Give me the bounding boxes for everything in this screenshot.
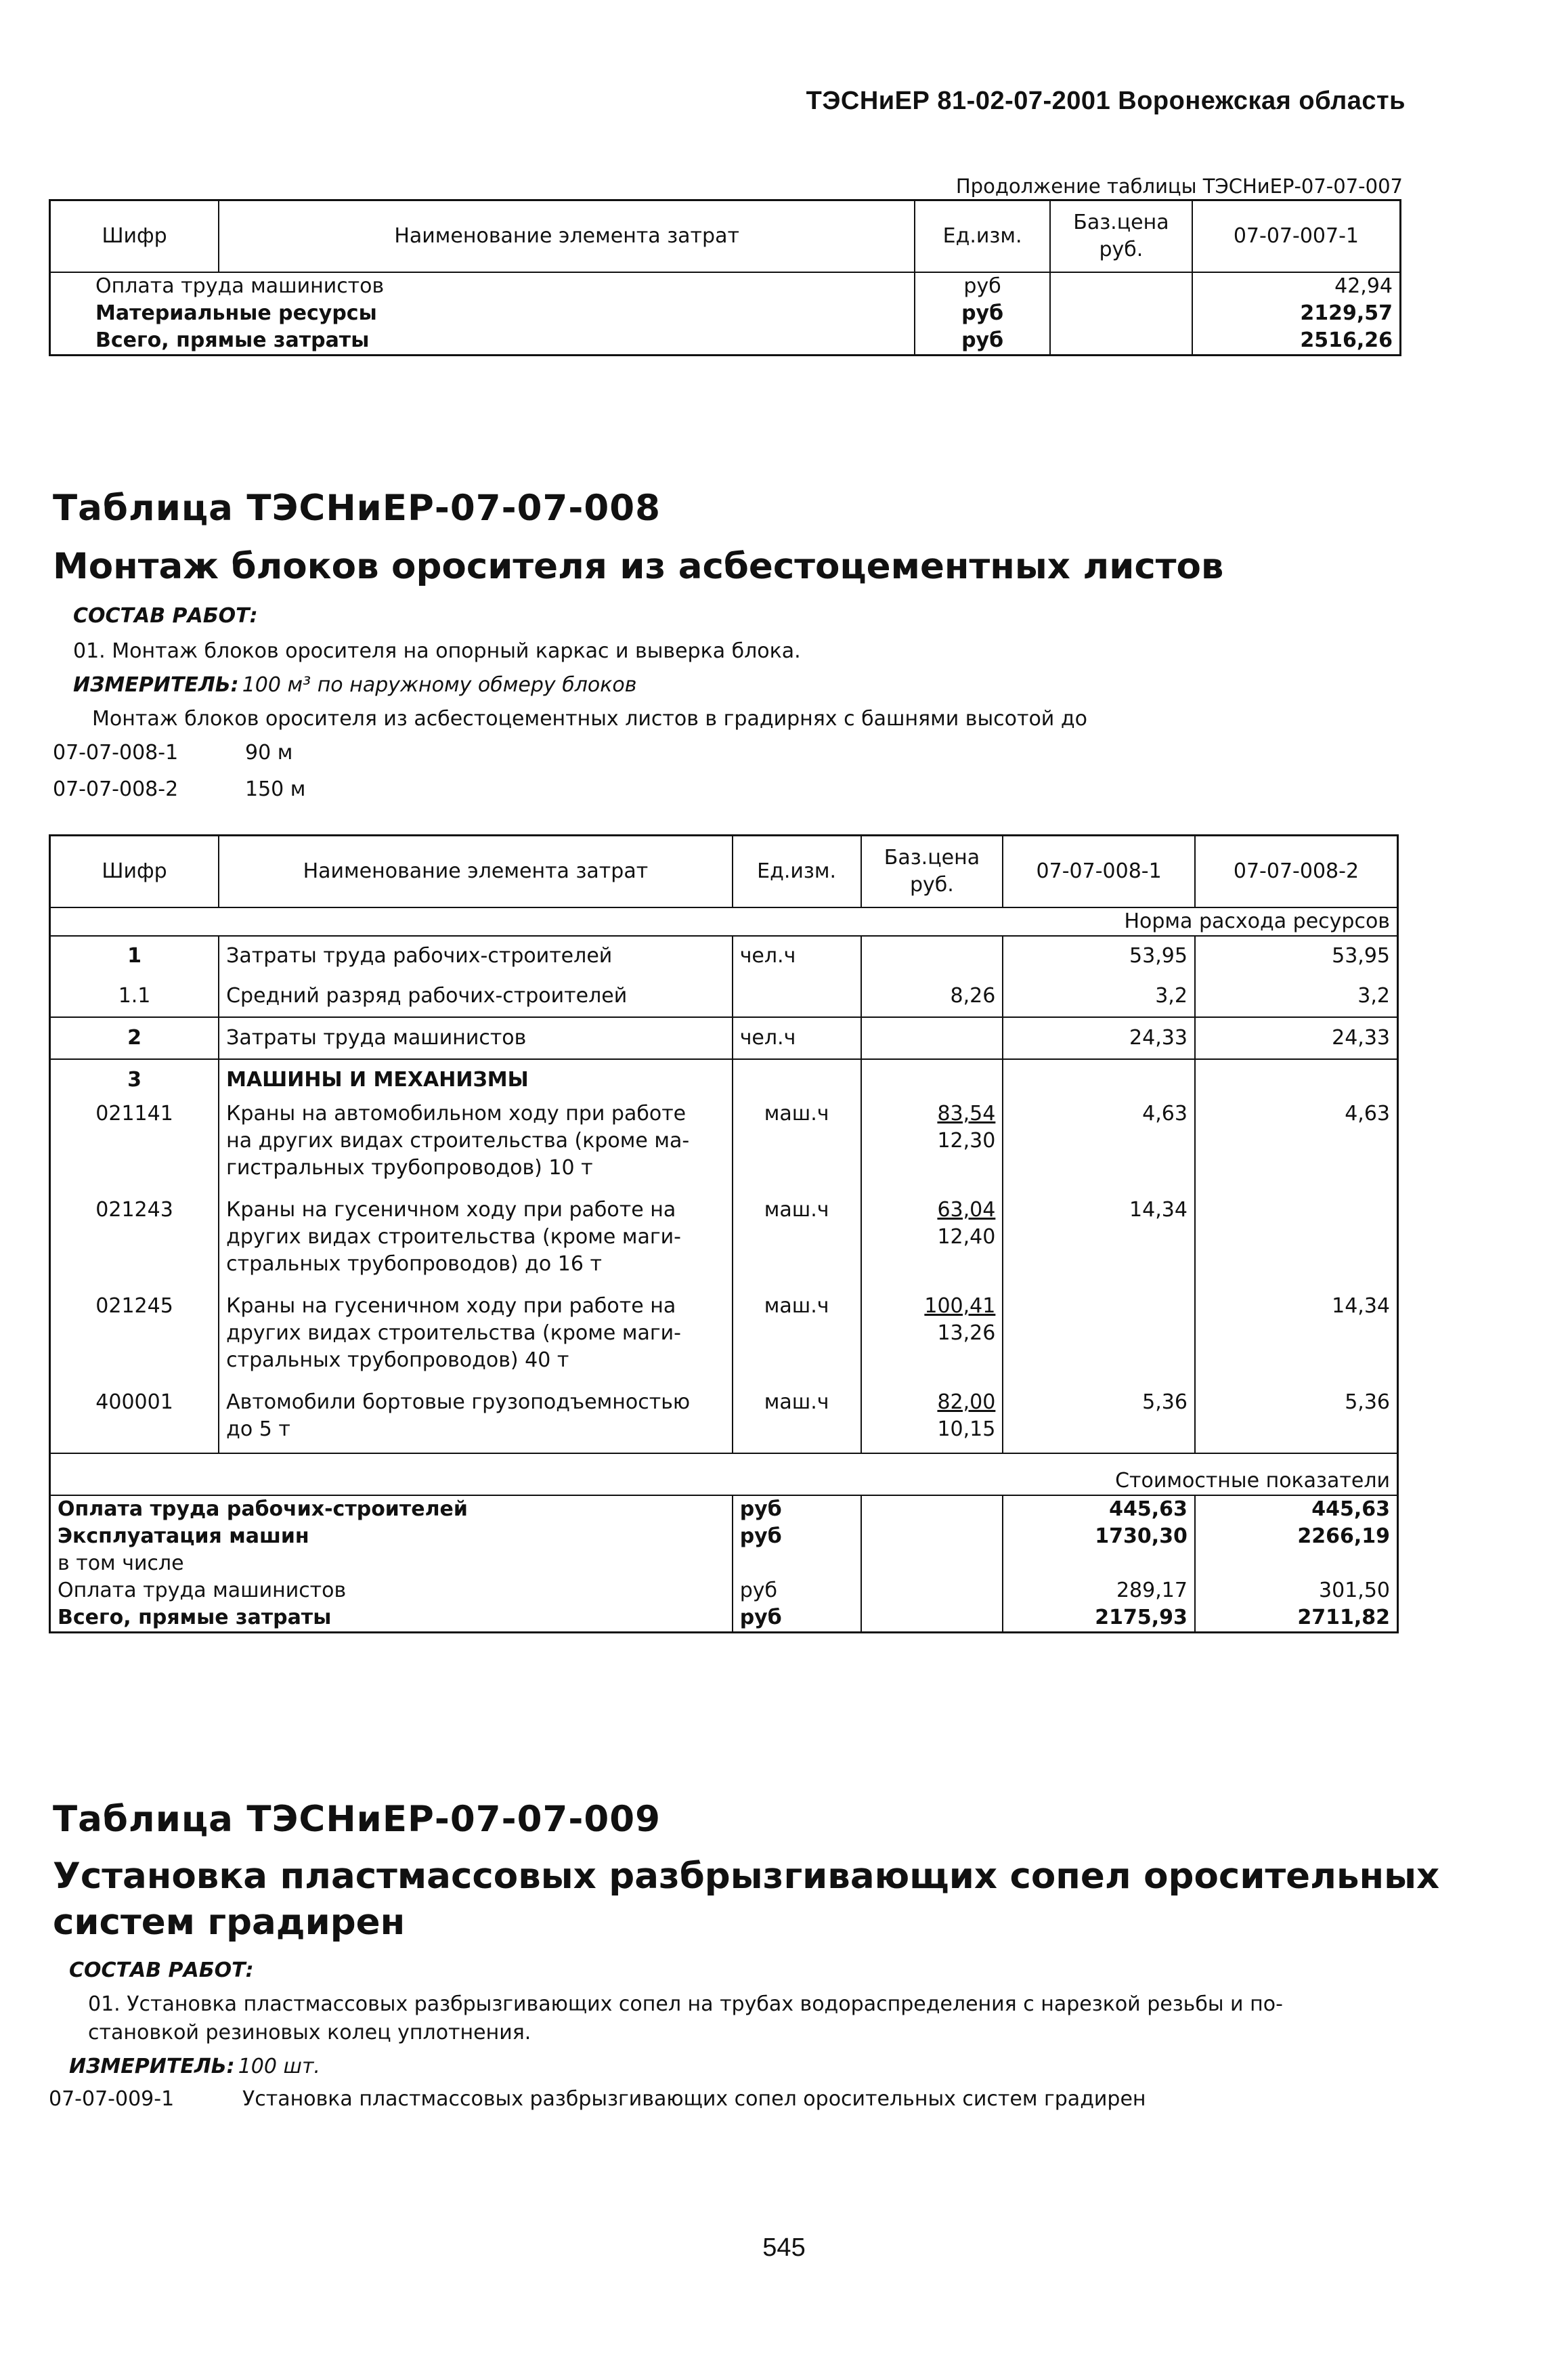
works-item-line1: 01. Установка пластмассовых разбрызгивающих сопел на трубах водораспределения с нарезкой резьбы и по- bbox=[88, 1992, 1283, 2016]
table-row: 021245 Краны на гусеничном ходу при работе на других видах строительства (кроме маги- стральных трубопроводов) 40 т маш.ч 100,41 13,26 14,34 bbox=[50, 1293, 1398, 1389]
code-text: Установка пластмассовых разбрызгивающих сопел оросительных систем градирен bbox=[242, 2087, 1146, 2111]
table-row: в том числе bbox=[50, 1550, 1398, 1577]
col-header-price: Баз.цена руб. bbox=[1050, 200, 1192, 273]
col-header-norm-1: 07-07-008-1 bbox=[1003, 836, 1195, 908]
table-row: 021243 Краны на гусеничном ходу при работе на других видах строительства (кроме маги- стральных трубопроводов) до 16 т маш.ч 63,04 12,40 14,34 bbox=[50, 1197, 1398, 1293]
page-number: 545 bbox=[762, 2233, 806, 2262]
table-row: Эксплуатация машин руб 1730,30 2266,19 bbox=[50, 1523, 1398, 1550]
table-caption: Продолжение таблицы ТЭСНиЕР-07-07-007 bbox=[955, 175, 1403, 198]
table-row: 1 Затраты труда рабочих-строителей чел.ч 53,95 53,95 bbox=[50, 936, 1398, 976]
table-row: 1.1 Средний разряд рабочих-строителей 8,26 3,2 3,2 bbox=[50, 976, 1398, 1017]
meter-text: 100 шт. bbox=[238, 2055, 320, 2078]
code-value: 150 м bbox=[245, 777, 306, 801]
col-header-unit: Ед.изм. bbox=[733, 836, 861, 908]
description: Монтаж блоков оросителя из асбестоцементных листов в градирнях с башнями высотой до bbox=[92, 707, 1087, 731]
col-header-code: Шифр bbox=[50, 200, 219, 273]
meter-text: 100 м³ по наружному обмеру блоков bbox=[242, 673, 637, 697]
works-item: 01. Монтаж блоков оросителя на опорный каркас и выверка блока. bbox=[73, 639, 801, 663]
row-unit: руб bbox=[915, 300, 1050, 327]
table-row bbox=[50, 300, 1401, 327]
table-row: Всего, прямые затраты руб 2175,93 2711,82 bbox=[50, 1604, 1398, 1633]
row-name: Материальные ресурсы bbox=[50, 300, 915, 327]
col-header-name: Наименование элемента затрат bbox=[219, 200, 915, 273]
page-header: ТЭСНиЕР 81-02-07-2001 Воронежская область bbox=[806, 87, 1406, 115]
col-header-norm-2: 07-07-008-2 bbox=[1195, 836, 1398, 908]
row-name: Всего, прямые затраты bbox=[50, 327, 915, 356]
table-008 bbox=[49, 834, 1399, 1633]
works-label: СОСТАВ РАБОТ: bbox=[69, 1958, 254, 1982]
col-header-price: Баз.цена руб. bbox=[861, 836, 1003, 908]
meter-label: ИЗМЕРИТЕЛЬ: bbox=[69, 2055, 235, 2078]
norm-section-label: Норма расхода ресурсов bbox=[50, 907, 1398, 936]
row-value: 2129,57 bbox=[1192, 300, 1401, 327]
col-header-code: Шифр bbox=[50, 836, 219, 908]
row-name: Оплата труда машинистов bbox=[50, 272, 915, 300]
row-unit: руб bbox=[915, 272, 1050, 300]
table-007-continuation bbox=[49, 199, 1401, 356]
code: 07-07-008-1 bbox=[53, 741, 179, 765]
table-row: 021141 Краны на автомобильном ходу при работе на других видах строительства (кроме ма- гистральных трубопроводов) 10 т маш.ч 83,54 12,30 4,63 4,63 bbox=[50, 1100, 1398, 1197]
meter-line bbox=[69, 2055, 320, 2078]
table-subtitle-008: Монтаж блоков оросителя из асбестоцементных листов bbox=[53, 546, 1224, 587]
col-header-unit: Ед.изм. bbox=[915, 200, 1050, 273]
table-subtitle-009-line2: систем градирен bbox=[53, 1902, 406, 1943]
table-subtitle-009-line1: Установка пластмассовых разбрызгивающих сопел оросительных bbox=[53, 1856, 1440, 1897]
row-unit: руб bbox=[915, 327, 1050, 356]
col-header-norm: 07-07-007-1 bbox=[1192, 200, 1401, 273]
works-item-line2: становкой резиновых колец уплотнения. bbox=[88, 2021, 531, 2044]
cost-section-label: Стоимостные показатели bbox=[50, 1453, 1398, 1495]
code-value: 90 м bbox=[245, 741, 293, 765]
col-header-name: Наименование элемента затрат bbox=[219, 836, 733, 908]
table-row bbox=[50, 327, 1401, 356]
code: 07-07-009-1 bbox=[49, 2087, 175, 2111]
works-label: СОСТАВ РАБОТ: bbox=[73, 604, 258, 628]
table-row: 2 Затраты труда машинистов чел.ч 24,33 24,33 bbox=[50, 1017, 1398, 1059]
row-value: 2516,26 bbox=[1192, 327, 1401, 356]
table-title-008: Таблица ТЭСНиЕР-07-07-008 bbox=[53, 488, 661, 529]
table-row: Оплата труда рабочих-строителей руб 445,63 445,63 bbox=[50, 1495, 1398, 1523]
table-row bbox=[50, 272, 1401, 300]
meter-label: ИЗМЕРИТЕЛЬ: bbox=[73, 673, 239, 697]
code: 07-07-008-2 bbox=[53, 777, 179, 801]
table-row: Оплата труда машинистов руб 289,17 301,50 bbox=[50, 1577, 1398, 1604]
table-row: 400001 Автомобили бортовые грузоподъемностью до 5 т маш.ч 82,00 10,15 5,36 5,36 bbox=[50, 1389, 1398, 1453]
table-row: 3 МАШИНЫ И МЕХАНИЗМЫ bbox=[50, 1059, 1398, 1100]
meter-line bbox=[73, 673, 636, 697]
row-value: 42,94 bbox=[1192, 272, 1401, 300]
table-title-009: Таблица ТЭСНиЕР-07-07-009 bbox=[53, 1799, 661, 1840]
